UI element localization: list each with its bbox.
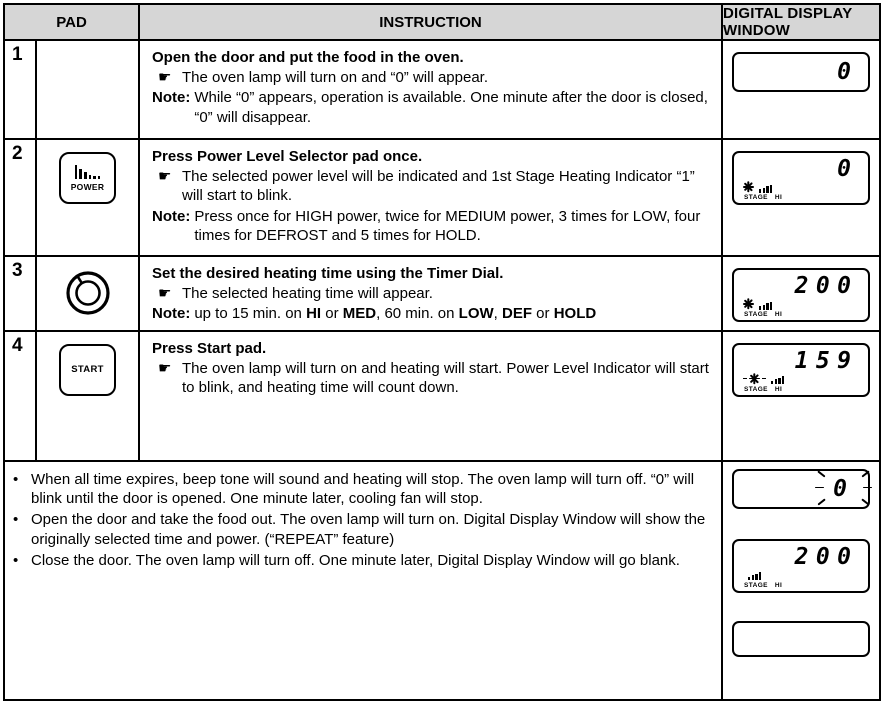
stage-indicator-blinking bbox=[743, 373, 784, 393]
bullet-icon: • bbox=[13, 470, 19, 488]
pointer-hand-icon: ☛ bbox=[158, 68, 172, 87]
header-digital-display-window: DIGITAL DISPLAY WINDOW bbox=[721, 5, 879, 39]
digital-display bbox=[732, 343, 870, 397]
display-cell bbox=[721, 332, 879, 460]
list-item bbox=[13, 551, 707, 571]
timer-dial-icon bbox=[64, 269, 112, 317]
digital-display bbox=[732, 151, 870, 205]
pad-cell-empty bbox=[35, 41, 138, 138]
instruction-table bbox=[3, 3, 881, 701]
pointer-text: The oven lamp will turn on and “0” will appear. bbox=[182, 69, 488, 87]
note-label: Note: bbox=[152, 305, 191, 323]
hi-label: HI bbox=[774, 194, 783, 201]
note-line bbox=[152, 304, 711, 323]
instruction-title: Open the door and put the food in the oven. bbox=[152, 49, 464, 66]
pointer-hand-icon: ☛ bbox=[158, 358, 172, 377]
power-level-bars-icon bbox=[771, 376, 784, 384]
display-cell bbox=[721, 140, 879, 255]
hi-label: HI bbox=[774, 385, 783, 393]
blink-rays-icon bbox=[829, 473, 858, 505]
step-number: 1 bbox=[12, 44, 23, 65]
table-header-row bbox=[5, 5, 879, 39]
stage-label: STAGE bbox=[744, 194, 768, 201]
pointer-hand-icon: ☛ bbox=[158, 284, 172, 303]
bullet-text: Close the door. The oven lamp will turn off. One minute later, Digital Display Window will go blank. bbox=[31, 551, 680, 569]
digital-display-blinking bbox=[732, 469, 870, 509]
hi-label: HI bbox=[774, 581, 783, 589]
pad-label: START bbox=[71, 364, 104, 376]
note-text: up to 15 min. on HI or MED, 60 min. on LOW, DEF or HOLD bbox=[194, 305, 597, 323]
stage-indicator bbox=[743, 182, 782, 202]
power-level-bars-icon bbox=[759, 302, 772, 310]
power-level-bars-icon bbox=[759, 185, 772, 193]
header-pad: PAD bbox=[56, 13, 87, 31]
bullet-text: Open the door and take the food out. The oven lamp will turn on. Digital Display Window will show the originally selected time and power. (“REPEAT” feature) bbox=[31, 511, 706, 548]
start-pad-button bbox=[59, 344, 116, 396]
pointer-text: The selected power level will be indicated and 1st Stage Heating Indicator “1” will start to blink. bbox=[182, 168, 695, 205]
display-cell bbox=[721, 462, 879, 699]
pad-label: POWER bbox=[70, 182, 105, 192]
step-number: 3 bbox=[12, 260, 23, 281]
instruction-title: Press Start pad. bbox=[152, 339, 267, 357]
power-pad-button bbox=[59, 152, 116, 204]
pointer-line bbox=[158, 359, 711, 397]
instruction-title: Press Power Level Selector pad once. bbox=[152, 148, 423, 165]
step-number: 2 bbox=[12, 143, 23, 164]
bullet-text: When all time expires, beep tone will sound and heating will stop. The oven lamp will turn off. “0” will blink until the door is opened. One minute later, cooling fan will stop. bbox=[31, 470, 695, 508]
digital-display bbox=[732, 539, 870, 593]
header-instruction: INSTRUCTION bbox=[138, 5, 721, 39]
pad-cell bbox=[35, 140, 138, 255]
instruction-cell bbox=[138, 140, 721, 255]
pointer-hand-icon: ☛ bbox=[158, 167, 172, 186]
display-value: 200 bbox=[794, 543, 859, 570]
digital-display bbox=[732, 268, 870, 322]
pointer-line bbox=[158, 68, 711, 87]
pointer-line bbox=[158, 167, 711, 205]
stage-indicator bbox=[743, 569, 782, 589]
digital-display-blank bbox=[732, 621, 870, 657]
list-item bbox=[13, 510, 707, 550]
pad-cell bbox=[35, 257, 138, 330]
instruction-cell bbox=[138, 257, 721, 330]
pointer-text: The selected heating time will appear. bbox=[182, 285, 433, 303]
heat-indicator-icon bbox=[743, 182, 754, 193]
table-footer-row bbox=[5, 460, 879, 699]
stage-indicator bbox=[743, 299, 782, 319]
display-value: 0 bbox=[833, 475, 855, 502]
note-line bbox=[152, 207, 711, 245]
instruction-cell bbox=[138, 332, 721, 460]
heat-indicator-icon bbox=[743, 299, 754, 310]
table-row bbox=[5, 255, 879, 330]
stage-label: STAGE bbox=[744, 311, 768, 318]
note-label: Note: bbox=[152, 89, 191, 107]
note-line bbox=[152, 88, 711, 126]
note-text: Press once for HIGH power, twice for MEDIUM power, 3 times for LOW, four times for DEFROST and 5 times for HOLD. bbox=[194, 207, 701, 244]
bullet-icon: • bbox=[13, 551, 19, 569]
pointer-line bbox=[158, 284, 711, 303]
display-value: 159 bbox=[794, 347, 859, 374]
step-number: 4 bbox=[12, 334, 23, 356]
display-value: 200 bbox=[794, 273, 859, 299]
digital-display bbox=[732, 52, 870, 92]
table-row bbox=[5, 39, 879, 138]
instruction-cell bbox=[138, 41, 721, 138]
heat-indicator-blinking-icon bbox=[749, 373, 760, 384]
power-level-bars-icon bbox=[748, 572, 761, 580]
pointer-text: The oven lamp will turn on and heating will start. Power Level Indicator will start to blink, and heating time will count down. bbox=[182, 359, 709, 396]
bullet-icon: • bbox=[13, 511, 19, 529]
table-row bbox=[5, 138, 879, 255]
pad-cell bbox=[35, 332, 138, 460]
power-level-bars-icon bbox=[75, 164, 101, 179]
note-label: Note: bbox=[152, 207, 191, 225]
display-cell bbox=[721, 257, 879, 330]
display-cell bbox=[721, 41, 879, 138]
display-value: 0 bbox=[837, 156, 859, 182]
list-item bbox=[13, 470, 707, 510]
note-text: While “0” appears, operation is available. One minute after the door is closed, “0” will disappear. bbox=[194, 89, 708, 126]
hi-label: HI bbox=[774, 311, 783, 318]
footer-notes bbox=[5, 462, 721, 699]
instruction-title: Set the desired heating time using the Timer Dial. bbox=[152, 265, 504, 282]
table-row bbox=[5, 330, 879, 460]
stage-label: STAGE bbox=[744, 581, 768, 589]
stage-label: STAGE bbox=[744, 385, 768, 393]
display-value: 0 bbox=[837, 59, 859, 85]
